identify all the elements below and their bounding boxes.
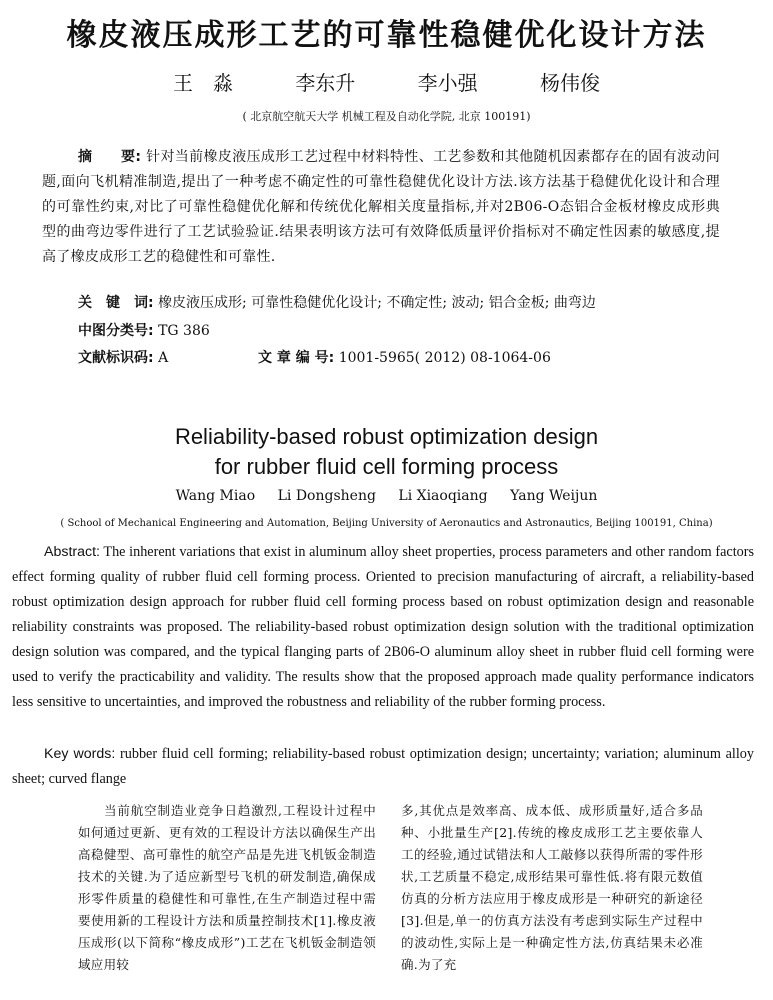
english-title-line2: for rubber fluid cell forming process [214, 454, 559, 479]
author-name: 王 淼 [172, 71, 233, 95]
article-number [258, 347, 551, 367]
english-affiliation: ( School of Mechanical Engineering and Automation, Beijing University of Aeronautics and Astronautics, Beijing 100191, China) [60, 518, 713, 529]
doc-code-label: 文献标识码: [78, 350, 154, 366]
abstract-cn-label: 摘 要: [78, 149, 142, 165]
affiliation: ( 北京航空航天大学 机械工程及自动化学院, 北京 100191) [242, 110, 531, 123]
keywords-cn-label: 关 键 词: [78, 295, 154, 311]
keywords-cn [78, 292, 596, 312]
english-author-name: Wang Miao [175, 488, 256, 504]
keywords-en-text: rubber fluid cell forming; reliability-based robust optimization design; uncertainty; variation; aluminum alloy sheet; curved flange [12, 746, 754, 787]
doc-code-value: A [158, 350, 169, 366]
abstract-cn-text: 针对当前橡皮液压成形工艺过程中材料特性、工艺参数和其他随机因素都存在的固有波动问题,面向飞机精准制造,提出了一种考虑不确定性的可靠性稳健优化设计方法.该方法基于稳健优化设计和合理的可靠性约束,对比了可靠性稳健优化解和传统优化解相关度量指标,并对2B06-O态铝合金板材橡皮成形典型的曲弯边零件进行了工艺试验验证.结果表明该方法可有效降低质量评价指标对不确定性因素的敏感度,提高了橡皮成形工艺的稳健性和可靠性. [42, 149, 720, 265]
keywords-en-label: Key words: [44, 746, 116, 762]
article-number-value: 1001-5965( 2012) 08-1064-06 [338, 350, 551, 366]
paper-title: 橡皮液压成形工艺的可靠性稳健优化设计方法 [66, 18, 707, 53]
clc-number [78, 320, 210, 340]
abstract-cn [42, 145, 720, 270]
clc-label: 中图分类号: [78, 323, 154, 339]
english-author-name: Yang Weijun [510, 488, 598, 504]
keywords-en [12, 742, 754, 792]
author-name: 杨伟俊 [540, 71, 601, 95]
body-column-right: 多,其优点是效率高、成本低、成形质量好,适合多品种、小批量生产[2].传统的橡皮成形工艺主要依靠人工的经验,通过试错法和人工敲修以获得所需的零件形状,工艺质量不稳定,成形结果可靠性低.将有限元数值仿真的分析方法应用于橡皮成形是一种研究的新途径[3].但是,单一的仿真方法没有考虑到实际生产过程中的波动性,实际上是一种确定性方法,仿真结果未必准确.为了充 [401, 803, 703, 972]
clc-value: TG 386 [158, 323, 210, 339]
author-name: 李小强 [417, 71, 478, 95]
english-author-name: Li Dongsheng [277, 488, 376, 504]
article-number-label: 文 章 编 号: [258, 350, 335, 366]
abstract-en [12, 540, 754, 715]
english-title-line1: Reliability-based robust optimization design [174, 424, 599, 449]
english-author-list [0, 488, 773, 504]
keywords-cn-text: 橡皮液压成形; 可靠性稳健优化设计; 不确定性; 波动; 铝合金板; 曲弯边 [158, 295, 596, 311]
abstract-en-text: The inherent variations that exist in aluminum alloy sheet properties, process parameters and other random factors effect forming quality of rubber fluid cell forming process. Oriented to precision manufacturing of aircraft, a reliability-based robust optimization design approach for rubber fluid cell forming process based on robust optimization design and reasonable reliability constraints was proposed. The reliability-based robust optimization design solution with the traditional optimization design solution was compared, and the typical flanging parts of 2B06-O aluminum alloy sheet in rubber fluid cell forming were used to verify the practicability and validity. The results show that the proposed approach made quality performance indicators less sensitive to uncertainties, and improved the robustness and reliability of the rubber forming process. [12, 544, 754, 710]
abstract-en-label: Abstract: [44, 544, 100, 560]
doc-code [78, 347, 168, 367]
author-name: 李东升 [295, 71, 356, 95]
english-author-name: Li Xiaoqiang [398, 488, 488, 504]
body-column-left: 当前航空制造业竞争日趋激烈,工程设计过程中如何通过更新、更有效的工程设计方法以确保生产出高稳健型、高可靠性的航空产品是先进飞机钣金制造技术的关键.为了适应新型号飞机的研发制造,确保成形零件质量的稳健性和可靠性,在生产制造过程中需要使用新的工程设计方法和质量控制技术[1].橡皮液压成形(以下简称“橡皮成形”)工艺在飞机钣金制造领域应用较 [78, 803, 376, 972]
author-list [0, 67, 773, 96]
